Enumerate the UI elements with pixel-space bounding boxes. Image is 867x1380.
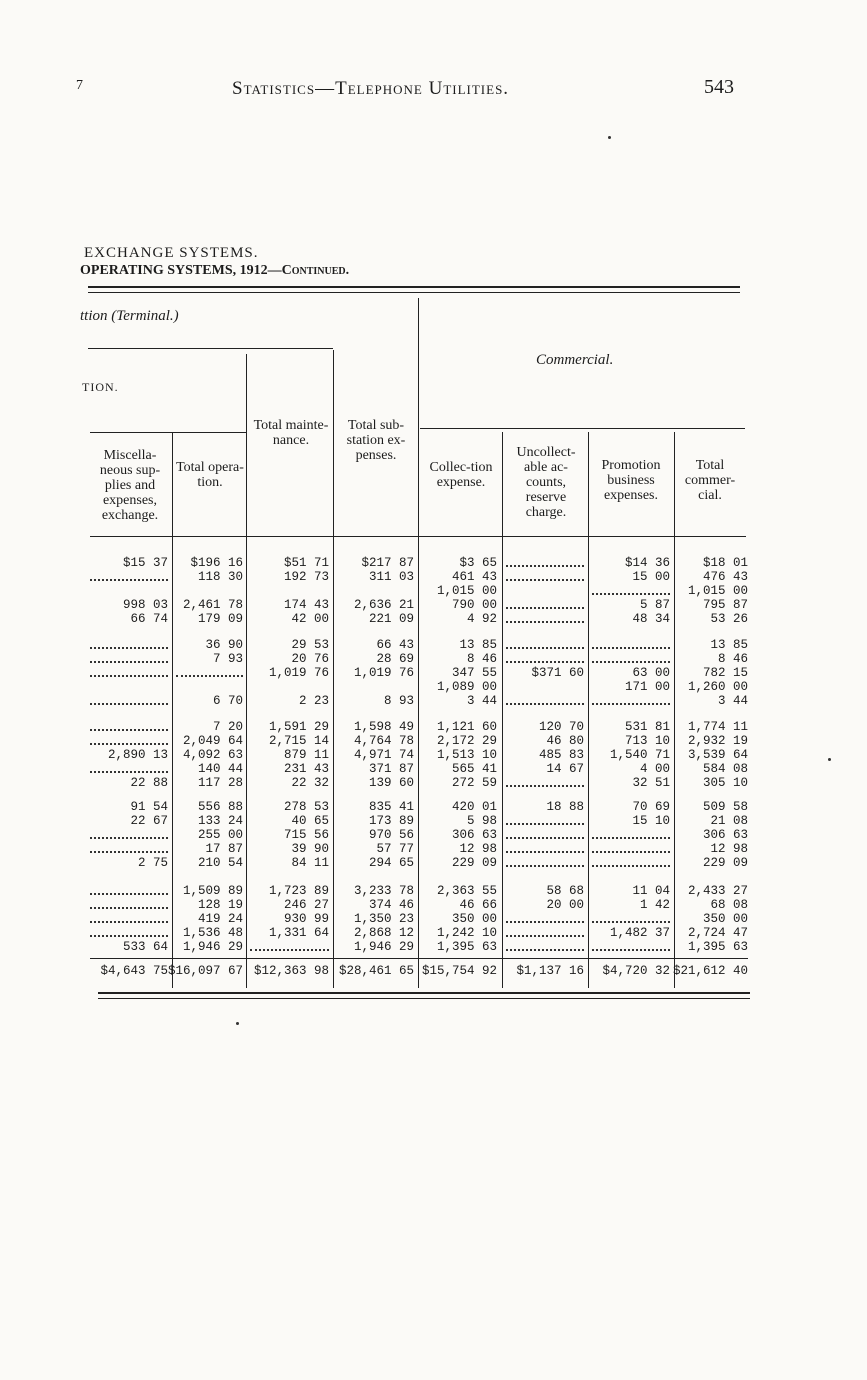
table-cell-substation: 2,636 21: [353, 598, 414, 612]
table-cell-maint: 1,331 64: [268, 926, 329, 940]
header-rule-misc: [90, 432, 246, 433]
table-cell-collection: 347 55: [451, 666, 497, 680]
table-cell-tot_comm: 476 43: [702, 570, 748, 584]
divider-3: [333, 350, 334, 988]
totals-rule: [90, 958, 748, 959]
scan-speck: [608, 136, 611, 139]
table-cell-maint: 29 53: [291, 638, 329, 652]
table-cell-substation: 294 65: [368, 856, 414, 870]
table-cell-uncollect: 20 00: [546, 898, 584, 912]
table-cell-tot_op: $196 16: [190, 556, 243, 570]
table-cell-tot_comm: 584 08: [702, 762, 748, 776]
top-rule-1: [88, 286, 740, 288]
table-cell-misc: $15 37: [122, 556, 168, 570]
table-cell-tot_comm: 2,932 19: [687, 734, 748, 748]
leader-dots: [506, 842, 584, 853]
table-cell-tot_op: 255 00: [197, 828, 243, 842]
divider-4: [418, 298, 419, 988]
table-cell-substation: 66 43: [376, 638, 414, 652]
table-cell-substation: 2,868 12: [353, 926, 414, 940]
leader-dots: [506, 556, 584, 567]
table-cell-maint: 2 23: [298, 694, 329, 708]
table-cell-maint: 1,019 76: [268, 666, 329, 680]
table-cell-tot_comm: 1,395 63: [687, 940, 748, 954]
table-cell-uncollect: $371 60: [531, 666, 584, 680]
table-cell-tot_comm: 782 15: [702, 666, 748, 680]
table-cell-collection: $3 65: [459, 556, 497, 570]
leader-dots: [506, 612, 584, 623]
leader-dots: [506, 814, 584, 825]
table-cell-collection: 461 43: [451, 570, 497, 584]
table-cell-collection: 420 01: [451, 800, 497, 814]
table-cell-maint: 879 11: [283, 748, 329, 762]
table-cell-substation: 1,946 29: [353, 940, 414, 954]
leader-dots: [90, 762, 168, 773]
table-cell-misc: 66 74: [130, 612, 168, 626]
table-cell-collection: 1,242 10: [436, 926, 497, 940]
table-cell-tot_op: 1,509 89: [182, 884, 243, 898]
table-cell-substation: 221 09: [368, 612, 414, 626]
table-cell-tot_op: 6 70: [212, 694, 243, 708]
total-cell-maint: $12,363 98: [253, 964, 329, 978]
table-cell-substation: 371 87: [368, 762, 414, 776]
table-cell-maint: 22 32: [291, 776, 329, 790]
table-cell-tot_op: 7 20: [212, 720, 243, 734]
table-cell-maint: 42 00: [291, 612, 329, 626]
leader-dots: [90, 570, 168, 581]
leader-dots: [506, 776, 584, 787]
table-cell-tot_comm: 1,260 00: [687, 680, 748, 694]
table-cell-tot_comm: 1,015 00: [687, 584, 748, 598]
running-head: Statistics—Telephone Utilities.: [232, 78, 510, 99]
table-cell-collection: 3 44: [466, 694, 497, 708]
total-cell-substation: $28,461 65: [338, 964, 414, 978]
table-cell-tot_comm: 509 58: [702, 800, 748, 814]
table-cell-maint: 192 73: [283, 570, 329, 584]
table-cell-collection: 1,121 60: [436, 720, 497, 734]
table-cell-tot_op: 117 28: [197, 776, 243, 790]
table-cell-misc: 533 64: [122, 940, 168, 954]
leader-dots: [506, 926, 584, 937]
table-cell-maint: 930 99: [283, 912, 329, 926]
scan-speck: [236, 1022, 239, 1025]
table-cell-promotion: 48 34: [632, 612, 670, 626]
table-cell-substation: 311 03: [368, 570, 414, 584]
leader-dots: [90, 926, 168, 937]
table-cell-collection: 229 09: [451, 856, 497, 870]
table-cell-promotion: 32 51: [632, 776, 670, 790]
table-cell-promotion: 70 69: [632, 800, 670, 814]
table-cell-promotion: 4 00: [639, 762, 670, 776]
margin-mark: 7: [76, 78, 83, 93]
leader-dots: [506, 856, 584, 867]
leader-dots: [506, 638, 584, 649]
table-cell-tot_comm: $18 01: [702, 556, 748, 570]
table-cell-promotion: 1 42: [639, 898, 670, 912]
leader-dots: [592, 652, 670, 663]
section-title-commercial: Commercial.: [536, 352, 614, 368]
leader-dots: [506, 570, 584, 581]
table-cell-collection: 1,089 00: [436, 680, 497, 694]
table-cell-collection: 13 85: [459, 638, 497, 652]
table-cell-promotion: 1,540 71: [609, 748, 670, 762]
table-cell-tot_comm: 12 98: [710, 842, 748, 856]
table-cell-misc: 22 67: [130, 814, 168, 828]
table-cell-promotion: 1,482 37: [609, 926, 670, 940]
table-cell-substation: 1,350 23: [353, 912, 414, 926]
table-cell-collection: 1,015 00: [436, 584, 497, 598]
table-cell-misc: 91 54: [130, 800, 168, 814]
total-cell-promotion: $4,720 32: [602, 964, 670, 978]
table-cell-collection: 2,363 55: [436, 884, 497, 898]
table-cell-maint: 246 27: [283, 898, 329, 912]
table-cell-tot_comm: 1,774 11: [687, 720, 748, 734]
table-cell-tot_comm: 2,724 47: [687, 926, 748, 940]
table-cell-collection: 46 66: [459, 898, 497, 912]
table-cell-substation: 970 56: [368, 828, 414, 842]
table-cell-uncollect: 485 83: [538, 748, 584, 762]
col-header-collection: Collec-tion expense.: [429, 460, 493, 490]
leader-dots: [592, 912, 670, 923]
table-cell-promotion: 11 04: [632, 884, 670, 898]
table-cell-tot_op: 36 90: [205, 638, 243, 652]
table-cell-maint: 1,723 89: [268, 884, 329, 898]
table-cell-collection: 2,172 29: [436, 734, 497, 748]
page-number: 543: [704, 76, 734, 98]
leader-dots: [506, 694, 584, 705]
leader-dots: [592, 856, 670, 867]
table-cell-promotion: 5 87: [639, 598, 670, 612]
table-cell-tot_op: 1,536 48: [182, 926, 243, 940]
table-cell-substation: 835 41: [368, 800, 414, 814]
section-title-left: ttion (Terminal.): [80, 308, 179, 324]
leader-dots: [506, 828, 584, 839]
table-cell-collection: 1,395 63: [436, 940, 497, 954]
table-cell-substation: 139 60: [368, 776, 414, 790]
header-bottom-rule: [90, 536, 746, 537]
table-cell-tot_comm: 795 87: [702, 598, 748, 612]
bottom-rule-2: [98, 998, 750, 999]
table-cell-collection: 12 98: [459, 842, 497, 856]
table-cell-tot_comm: 229 09: [702, 856, 748, 870]
leader-dots: [90, 898, 168, 909]
leader-dots: [176, 666, 243, 677]
table-cell-substation: 4,971 74: [353, 748, 414, 762]
table-cell-substation: 4,764 78: [353, 734, 414, 748]
total-cell-uncollect: $1,137 16: [516, 964, 584, 978]
table-cell-collection: 5 98: [466, 814, 497, 828]
table-cell-tot_op: 2,461 78: [182, 598, 243, 612]
leader-dots: [592, 940, 670, 951]
table-heading-1: EXCHANGE SYSTEMS.: [84, 245, 259, 261]
header-rule-left: [88, 348, 333, 349]
divider-2: [246, 354, 247, 988]
leader-dots: [250, 940, 329, 951]
leader-dots: [90, 734, 168, 745]
leader-dots: [90, 884, 168, 895]
table-cell-maint: 1,591 29: [268, 720, 329, 734]
leader-dots: [90, 828, 168, 839]
table-cell-substation: $217 87: [361, 556, 414, 570]
table-cell-maint: 39 90: [291, 842, 329, 856]
leader-dots: [506, 940, 584, 951]
leader-dots: [90, 652, 168, 663]
table-cell-collection: 790 00: [451, 598, 497, 612]
table-cell-misc: 22 88: [130, 776, 168, 790]
table-cell-tot_op: 128 19: [197, 898, 243, 912]
table-cell-substation: 3,233 78: [353, 884, 414, 898]
table-cell-tot_op: 17 87: [205, 842, 243, 856]
table-cell-promotion: 171 00: [624, 680, 670, 694]
table-cell-collection: 306 63: [451, 828, 497, 842]
table-cell-maint: 278 53: [283, 800, 329, 814]
leader-dots: [592, 584, 670, 595]
leader-dots: [90, 694, 168, 705]
divider-6: [588, 432, 589, 988]
total-cell-tot_comm: $21,612 40: [672, 964, 748, 978]
table-cell-tot_op: 419 24: [197, 912, 243, 926]
table-cell-tot_op: 118 30: [197, 570, 243, 584]
table-cell-tot_op: 179 09: [197, 612, 243, 626]
leader-dots: [592, 842, 670, 853]
col-header-misc: Miscella-neous sup-plies and expenses, exchange.: [99, 448, 161, 523]
leader-dots: [90, 720, 168, 731]
table-cell-uncollect: 14 67: [546, 762, 584, 776]
table-cell-substation: 28 69: [376, 652, 414, 666]
col-header-uncollectable: Uncollect-able ac-counts, reserve charge.: [516, 445, 576, 520]
table-cell-maint: 715 56: [283, 828, 329, 842]
table-cell-promotion: 713 10: [624, 734, 670, 748]
table-cell-substation: 57 77: [376, 842, 414, 856]
leader-dots: [592, 694, 670, 705]
total-cell-collection: $15,754 92: [421, 964, 497, 978]
table-cell-tot_comm: 306 63: [702, 828, 748, 842]
table-cell-substation: 374 46: [368, 898, 414, 912]
table-cell-misc: 2 75: [137, 856, 168, 870]
table-cell-misc: 998 03: [122, 598, 168, 612]
table-cell-tot_comm: 3 44: [717, 694, 748, 708]
col-header-promotion: Promotion business expenses.: [601, 458, 661, 503]
table-cell-tot_comm: 305 10: [702, 776, 748, 790]
table-cell-substation: 1,598 49: [353, 720, 414, 734]
leader-dots: [90, 912, 168, 923]
divider-5: [502, 432, 503, 988]
col-header-substation: Total sub-station ex-penses.: [346, 418, 406, 463]
total-cell-misc: $4,643 75: [100, 964, 168, 978]
leader-dots: [90, 666, 168, 677]
table-cell-substation: 1,019 76: [353, 666, 414, 680]
table-cell-promotion: 531 81: [624, 720, 670, 734]
table-cell-collection: 4 92: [466, 612, 497, 626]
table-cell-collection: 8 46: [466, 652, 497, 666]
table-cell-maint: 20 76: [291, 652, 329, 666]
table-cell-tot_op: 133 24: [197, 814, 243, 828]
table-cell-tot_comm: 350 00: [702, 912, 748, 926]
leader-dots: [592, 828, 670, 839]
table-cell-uncollect: 58 68: [546, 884, 584, 898]
table-cell-maint: 174 43: [283, 598, 329, 612]
col-header-total-commercial: Total commer-cial.: [684, 458, 736, 503]
table-cell-maint: $51 71: [283, 556, 329, 570]
divider-7: [674, 432, 675, 988]
table-cell-collection: 565 41: [451, 762, 497, 776]
top-rule-2: [88, 292, 740, 293]
table-cell-tot_comm: 68 08: [710, 898, 748, 912]
table-cell-promotion: 15 10: [632, 814, 670, 828]
table-cell-tot_comm: 3,539 64: [687, 748, 748, 762]
bottom-rule-1: [98, 992, 750, 994]
leader-dots: [506, 912, 584, 923]
table-cell-tot_comm: 8 46: [717, 652, 748, 666]
table-cell-misc: 2,890 13: [107, 748, 168, 762]
table-cell-collection: 272 59: [451, 776, 497, 790]
table-cell-promotion: 15 00: [632, 570, 670, 584]
header-rule-commercial: [420, 428, 745, 429]
table-cell-tot_comm: 53 26: [710, 612, 748, 626]
table-cell-maint: 84 11: [291, 856, 329, 870]
leader-dots: [592, 638, 670, 649]
table-cell-promotion: $14 36: [624, 556, 670, 570]
table-cell-tot_comm: 13 85: [710, 638, 748, 652]
table-cell-tot_comm: 2,433 27: [687, 884, 748, 898]
table-cell-tot_op: 140 44: [197, 762, 243, 776]
table-cell-tot_op: 556 88: [197, 800, 243, 814]
table-cell-substation: 173 89: [368, 814, 414, 828]
table-cell-uncollect: 18 88: [546, 800, 584, 814]
leader-dots: [506, 598, 584, 609]
table-heading-2: OPERATING SYSTEMS, 1912—Continued.: [80, 263, 350, 278]
divider-1: [172, 432, 173, 988]
table-cell-tot_op: 210 54: [197, 856, 243, 870]
table-cell-maint: 231 43: [283, 762, 329, 776]
leader-dots: [90, 638, 168, 649]
table-cell-maint: 2,715 14: [268, 734, 329, 748]
table-cell-promotion: 63 00: [632, 666, 670, 680]
table-cell-tot_comm: 21 08: [710, 814, 748, 828]
table-cell-substation: 8 93: [383, 694, 414, 708]
leader-dots: [90, 842, 168, 853]
total-cell-tot_op: $16,097 67: [167, 964, 243, 978]
scan-speck: [828, 758, 831, 761]
table-cell-tot_op: 1,946 29: [182, 940, 243, 954]
table-cell-uncollect: 46 80: [546, 734, 584, 748]
table-cell-uncollect: 120 70: [538, 720, 584, 734]
col-header-total-maintenance: Total mainte-nance.: [253, 418, 329, 448]
table-cell-tot_op: 7 93: [212, 652, 243, 666]
section-subtitle-left: TION.: [82, 380, 119, 394]
leader-dots: [506, 652, 584, 663]
table-cell-collection: 350 00: [451, 912, 497, 926]
table-cell-maint: 40 65: [291, 814, 329, 828]
table-cell-collection: 1,513 10: [436, 748, 497, 762]
table-cell-tot_op: 2,049 64: [182, 734, 243, 748]
col-header-total-operation: Total opera-tion.: [176, 460, 244, 490]
table-cell-tot_op: 4,092 63: [182, 748, 243, 762]
